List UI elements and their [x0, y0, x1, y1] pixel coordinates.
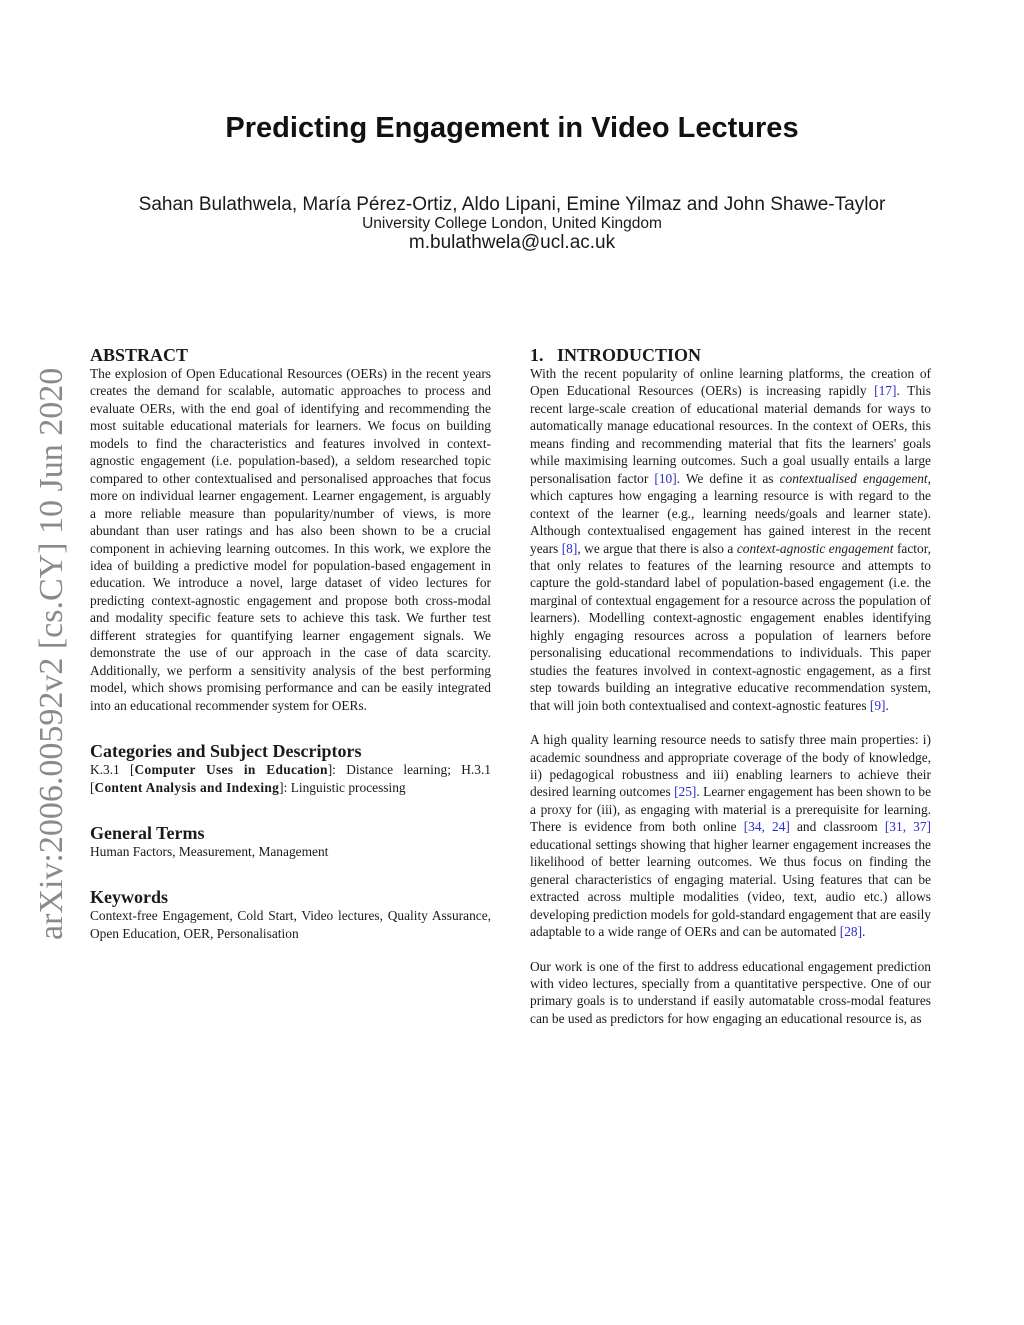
- category-term-1: Computer Uses in Education: [134, 762, 328, 778]
- keywords-text: Context-free Engagement, Cold Start, Video lectures, Quality Assurance, Open Education, OER, Personalisation: [90, 908, 491, 941]
- right-column: [530, 345, 931, 1027]
- abstract-heading: ABSTRACT: [90, 345, 189, 365]
- left-column: [90, 345, 491, 942]
- general-terms-text: Human Factors, Measurement, Management: [90, 843, 329, 859]
- emphasis-text: contextualised engagement: [779, 470, 928, 486]
- citation-link[interactable]: [17]: [874, 383, 897, 399]
- paper-title: Predicting Engagement in Video Lectures: [225, 112, 799, 144]
- citation-link[interactable]: [10]: [654, 470, 677, 486]
- category-term-2: Content Analysis and Indexing: [94, 779, 280, 795]
- intro-paragraph-2: A high quality learning resource needs to satisfy three main properties: i) academic soundness and appropriate coverage of the body of knowledge, ii) pedagogical robustness and iii) enabling learners to achieve their desired learning outcomes [25]. Learner engagement has been shown to be a proxy for (iii), as engaging with material is a prerequisite for learning. There is evidence from both online [34, 24] and classroom [31, 37] educational settings showing that higher learner engagement increases the likelihood of better learning outcomes. We thus focus on finding the general characteristics of engaging material. Using features that can be extracted across multiple modalities (video, text, audio etc.) allows developing prediction models for gold-standard engagement that are easily adaptable to a wide range of OERs and can be automated [28].: [530, 732, 932, 940]
- citation-link[interactable]: [28]: [839, 924, 863, 940]
- author-list: Sahan Bulathwela, María Pérez-Ortiz, Aldo Lipani, Emine Yilmaz and John Shawe-Taylor: [138, 194, 886, 215]
- citation-link[interactable]: [8]: [561, 540, 578, 556]
- category-code-1: K.3.1: [90, 762, 120, 778]
- author-email: m.bulathwela@ucl.ac.uk: [408, 232, 616, 253]
- category-desc-2: Linguistic processing: [290, 779, 406, 795]
- introduction-heading: 1. INTRODUCTION: [530, 345, 702, 365]
- categories-text: K.3.1 [Computer Uses in Education]: Distance learning; H.3.1 [Content Analysis and Indexing]: Linguistic processing: [90, 762, 491, 795]
- citation-link[interactable]: [25]: [674, 784, 697, 800]
- category-code-2: H.3.1: [461, 762, 491, 778]
- general-terms-heading: General Terms: [90, 822, 205, 843]
- citation-link[interactable]: [31, 37]: [884, 819, 932, 835]
- abstract-text: The explosion of Open Educational Resources (OERs) in the recent years creates the demand for scalable, automatic approaches to process and evaluate OERs, with the end goal of identifying and recommending the most suitable educational materials for learners. We focus on building models to find the characteristics and features involved in context-agnostic engagement (i.e. population-based), a seldom researched topic compared to other contextualised and personalised approaches that focus more on individual learner engagement. Learner engagement, is arguably a more reliable measure than popularity/number of views, is more abundant than user ratings and has also been shown to be a crucial component in achieving learning outcomes. In this work, we explore the idea of building a predictive model for population-based engagement in education. We introduce a novel, large dataset of video lectures for predicting context-agnostic engagement and propose both cross-modal and modality specific feature sets to achieve this task. We further test different strategies for quantifying learner engagement signals. We demonstrate the use of our approach in the case of data scarcity. Additionally, we perform a sensitivity analysis of the best performing model, which shows promising performance and can be easily integrated into an educational recommender system for OERs.: [90, 366, 491, 713]
- category-desc-1: Distance learning;: [346, 762, 451, 778]
- arxiv-stamp: arXiv:2006.00592v2 [cs.CY] 10 Jun 2020: [33, 367, 70, 940]
- citation-link[interactable]: [9]: [869, 697, 886, 713]
- intro-paragraph-3: Our work is one of the first to address educational engagement prediction with video lectures, specially from a quantitative perspective. One of our primary goals is to understand if easily automatable cross-modal features can be used as predictors for how engaging an educational resource is, as: [530, 958, 931, 1026]
- categories-heading: Categories and Subject Descriptors: [90, 741, 362, 762]
- affiliation: University College London, United Kingdom: [362, 215, 662, 232]
- intro-paragraph-1: With the recent popularity of online learning platforms, the creation of Open Educational Resources (OERs) is increasing rapidly [17]. This recent large-scale creation of educational material demands for ways to automatically manage educational resources. In the context of OERs, this means finding and recommending material that fits the learners' goals while maximising learning outcomes. Such a goal usually entails a large personalisation factor [10]. We define it as contextualised engagement, which captures how engaging a learning resource is with regard to the context of the learner (e.g., learning needs/goals and learner state). Although contextualised engagement has gained interest in the recent years [8], we argue that there is also a context-agnostic engagement factor, that only relates to features of the learning resource and attempts to capture the gold-standard label of population-based engagement (i.e. the marginal of contextual engagement for a resource across the population of learners). Modelling context-agnostic engagement enables identifying highly engaging resources across a population of learners before personalising educational recommendations to individuals. This paper studies the features involved in context-agnostic engagement, as a first step towards building an integrative educative recommendation system, that will join both contextualised and context-agnostic features [9].: [530, 366, 932, 713]
- citation-link[interactable]: [34, 24]: [743, 819, 790, 835]
- emphasis-text: context-agnostic engagement: [736, 540, 894, 556]
- keywords-heading: Keywords: [90, 887, 168, 908]
